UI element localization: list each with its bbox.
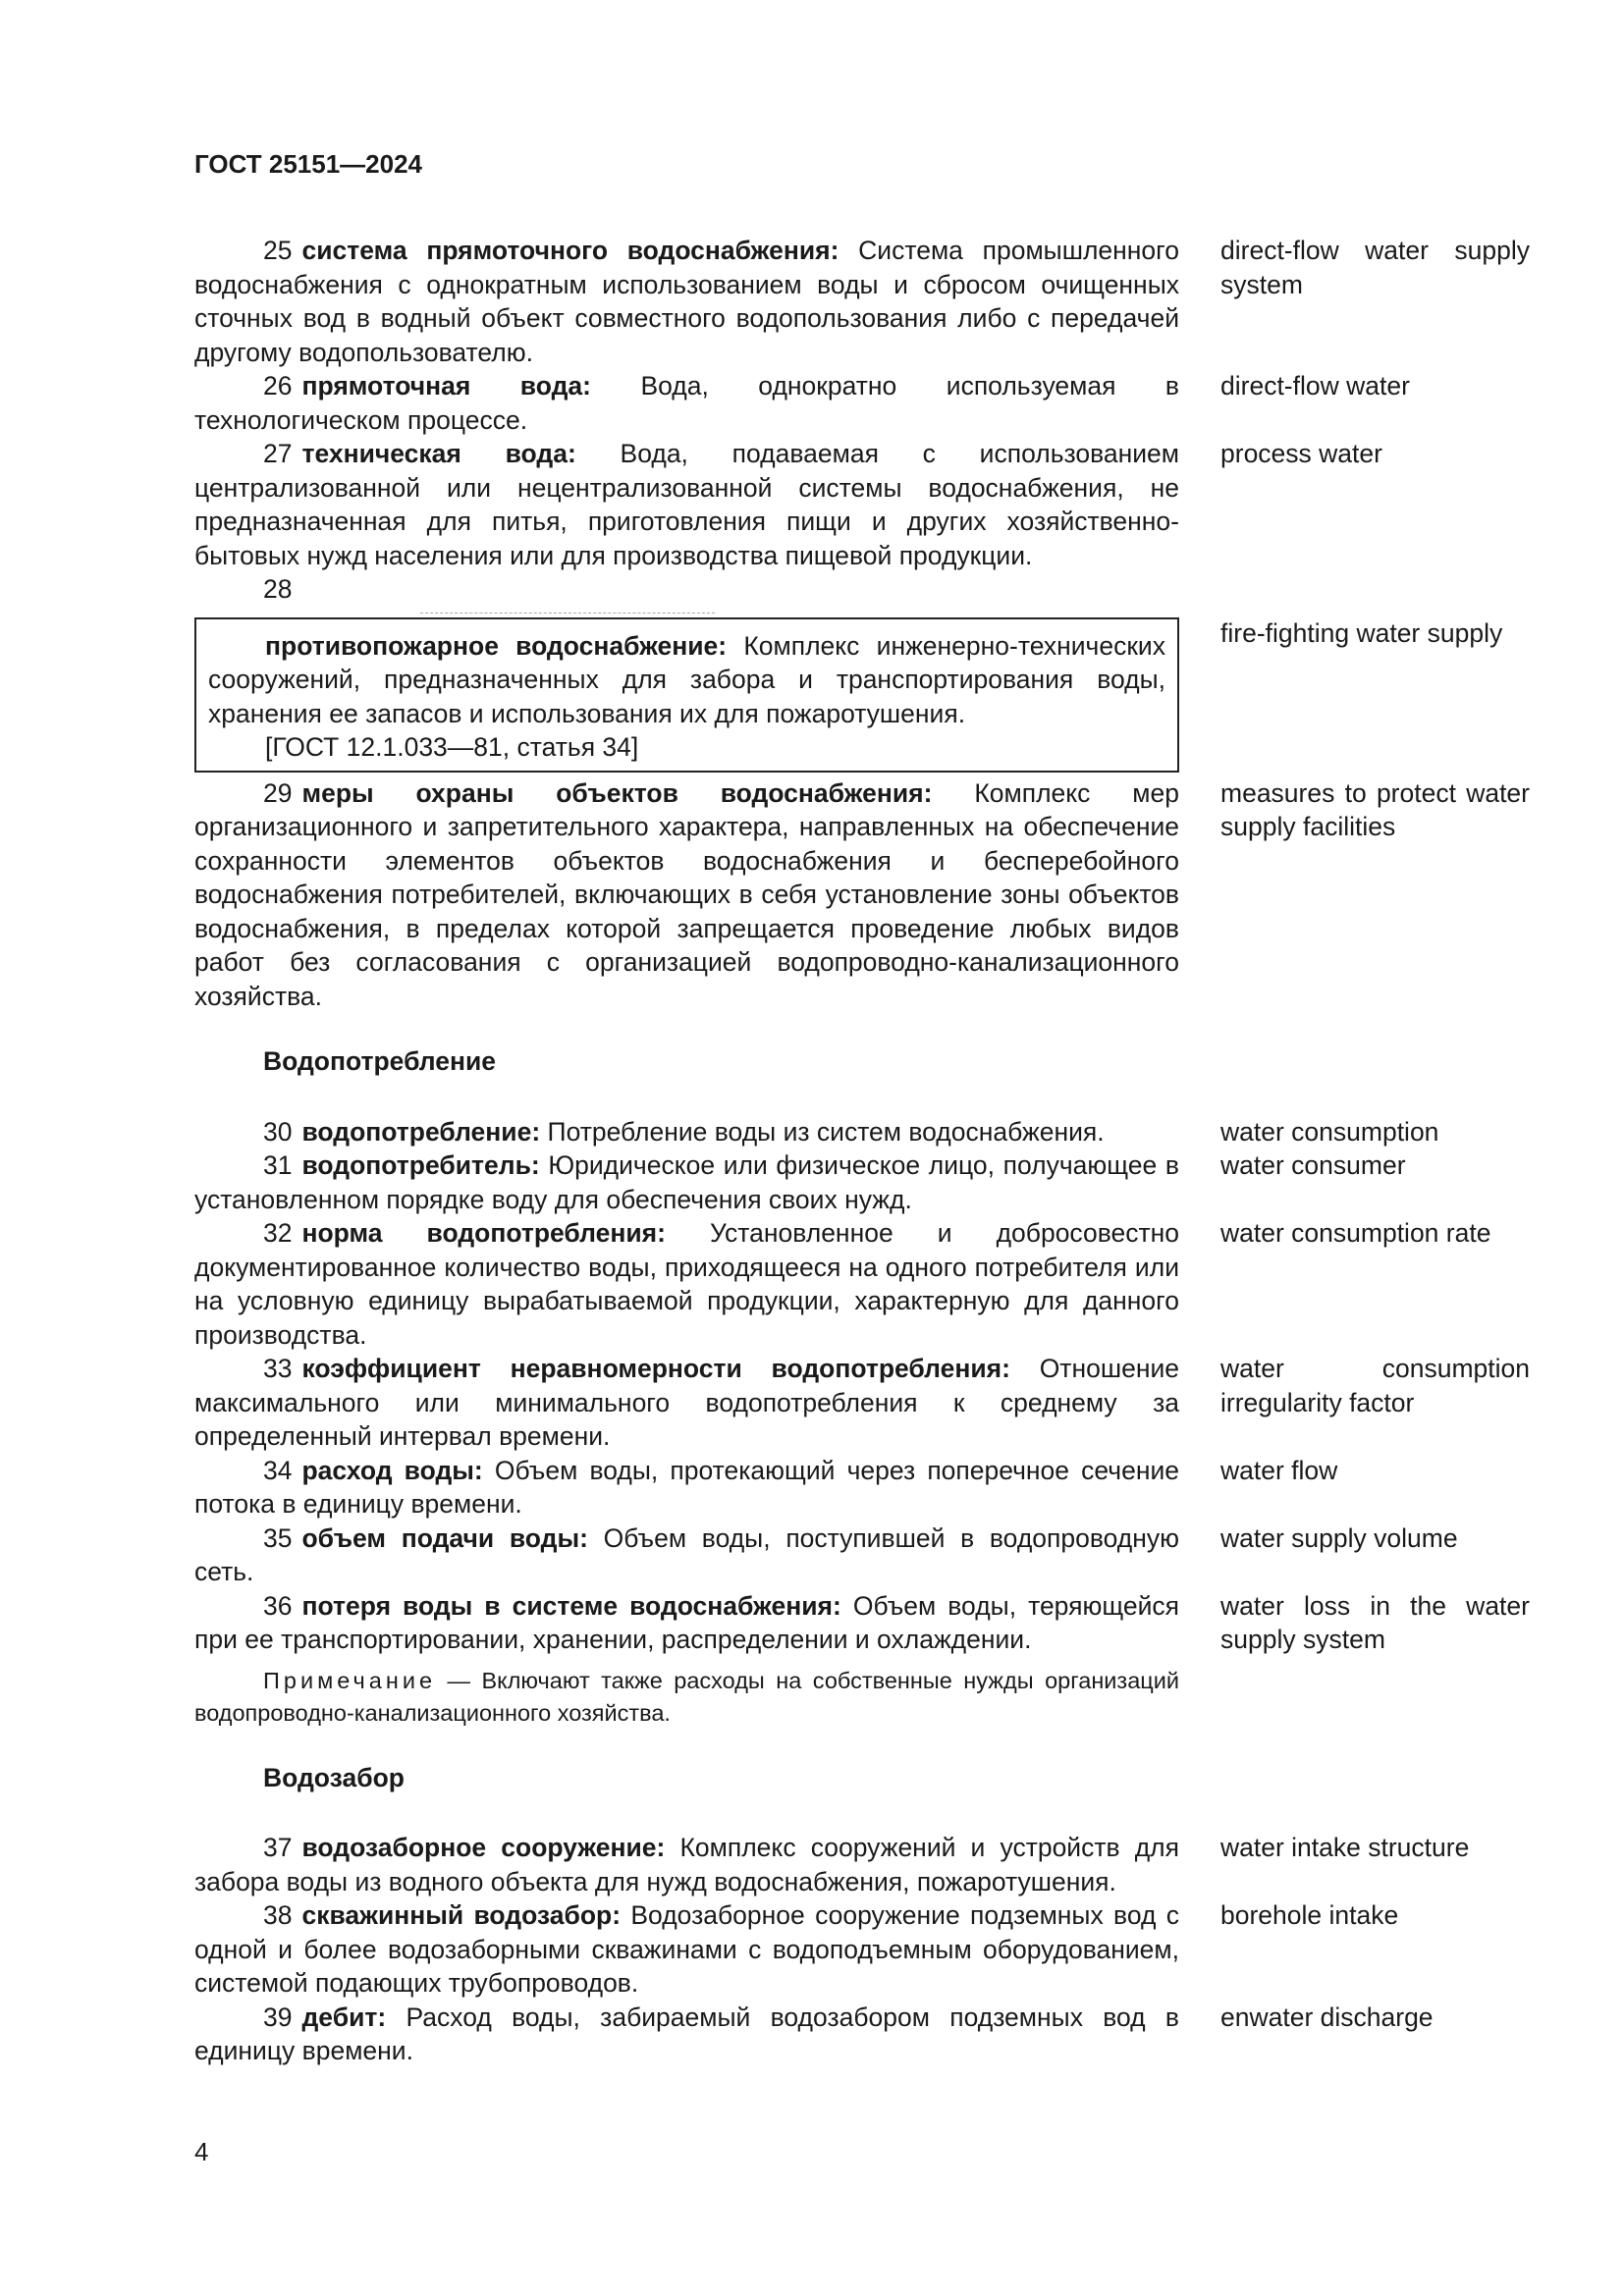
term-english: water loss in the water supply system	[1220, 1590, 1530, 1654]
term-definition: Комплекс инженерно-технических сооружений, предназначенных для забора и транспортирования воды, хранения ее запасов и использования их для пожаротушения.	[208, 630, 1165, 728]
term-entry	[194, 234, 1530, 369]
term-entry	[194, 369, 1530, 437]
term-number: 36	[263, 1590, 293, 1621]
term-title: противопожарное водоснабжение:	[265, 630, 728, 661]
term-entry	[194, 1589, 1530, 1657]
document-header: ГОСТ 25151—2024	[194, 149, 422, 179]
term-definition: Водозаборное сооружение подземных вод с одной и более водозаборными скважинами с водоподъемным оборудованием, системой подающих трубопроводов.	[194, 1900, 1179, 1998]
term-definition: Вода, подаваемая с использованием централизованной или нецентрализованной системы водоснабжения, не предназначенная для питья, приготовления пищи и других хозяйственно-бытовых нужд населения или для производства пищевой продукции.	[194, 439, 1180, 570]
term-english: borehole intake	[1220, 1900, 1399, 1930]
term-definition: Юридическое или физическое лицо, получающее в установленном порядке воду для обеспечения своих нужд.	[194, 1150, 1179, 1214]
term-title: меры охраны объектов водоснабжения:	[301, 777, 933, 808]
term-entry	[194, 1831, 1530, 1898]
term-number: 33	[263, 1354, 293, 1383]
term-title: система прямоточного водоснабжения:	[301, 236, 839, 265]
term-definition: Отношение максимального или минимального водопотребления к среднему за определенный интервал времени.	[194, 1354, 1179, 1451]
term-english: direct-flow water	[1220, 371, 1410, 400]
term-title: дебит:	[301, 2002, 387, 2032]
term-number: 38	[263, 1900, 293, 1930]
term-definition: Установленное и добросовестно документированное количество воды, приходящееся на одного потребителя или на условную единицу вырабатываемой продукции, характерную для данного производства.	[194, 1218, 1179, 1350]
terms-content	[194, 234, 1530, 2068]
term-english: fire-fighting water supply	[1220, 618, 1503, 648]
term-entry	[194, 1454, 1530, 1522]
term-english: process water	[1220, 439, 1382, 468]
page-number: 4	[194, 2137, 209, 2166]
term-title: норма водопотребления:	[301, 1218, 666, 1248]
term-number: 31	[263, 1150, 293, 1180]
term-english: measures to protect water supply facilities	[1220, 777, 1530, 841]
term-title: коэффициент неравномерности водопотребления:	[301, 1354, 1010, 1383]
term-number: 37	[263, 1833, 293, 1862]
term-english: direct-flow water supply system	[1220, 236, 1530, 299]
term-number: 26	[263, 371, 293, 400]
boxed-term-entry	[194, 572, 1530, 773]
term-definition: Комплекс мер организационного и запретительного характера, направленных на обеспечение сохранности элементов объектов водоснабжения и бесперебойного водоснабжения потребителей, включающих в себя установление зоны объектов водоснабжения, в пределах которой запрещается проведение любых видов работ без согласования с организацией водопроводно-канализационного хозяйства.	[194, 777, 1179, 1011]
note-text: — Включают также расходы на собственные нужды организаций водопроводно-канализационного хозяйства.	[194, 1667, 1179, 1726]
term-title: водопотребление:	[301, 1116, 541, 1147]
term-english: water consumption	[1220, 1116, 1439, 1147]
term-english: enwater discharge	[1220, 2002, 1434, 2032]
term-definition: Вода, однократно используемая в технологическом процессе.	[194, 371, 1179, 435]
term-english: water intake structure	[1220, 1833, 1470, 1862]
term-entry	[194, 776, 1530, 1014]
term-definition: Расход воды, забираемый водозабором подземных вод в единицу времени.	[194, 2002, 1179, 2065]
term-number: 25	[263, 236, 293, 265]
term-title: техническая вода:	[301, 439, 576, 468]
term-english: water consumption rate	[1220, 1218, 1491, 1248]
term-entry	[194, 1522, 1530, 1589]
term-title: расход воды:	[301, 1455, 483, 1485]
term-number: 30	[263, 1116, 293, 1147]
section-heading: Водопотребление	[263, 1046, 497, 1076]
term-entry	[194, 437, 1530, 572]
term-source: [ГОСТ 12.1.033—81, статья 34]	[265, 732, 639, 762]
term-title: водозаборное сооружение:	[301, 1833, 666, 1862]
term-title: объем подачи воды:	[301, 1522, 588, 1553]
term-title: потеря воды в системе водоснабжения:	[301, 1590, 841, 1621]
term-title: скважинный водозабор:	[301, 1900, 622, 1930]
term-number: 28	[263, 574, 293, 604]
term-entry	[194, 1216, 1530, 1352]
term-number: 27	[263, 439, 293, 468]
term-definition: Потребление воды из систем водоснабжения.	[540, 1116, 1105, 1147]
term-entry	[194, 1352, 1530, 1454]
term-definition: Объем воды, теряющейся при ее транспортировании, хранении, распределении и охлаждении.	[194, 1590, 1179, 1654]
term-entry	[194, 1898, 1530, 2001]
term-definition: Объем воды, поступившей в водопроводную сеть.	[194, 1522, 1180, 1586]
quoted-definition-box	[194, 617, 1179, 773]
term-definition: Система промышленного водоснабжения с однократным использованием воды и сбросом очищенных сточных вод в водный объект совместного водопользования либо с передачей другому водопользователю.	[194, 236, 1179, 367]
term-english: water supply volume	[1220, 1522, 1458, 1553]
term-definition: Объем воды, протекающий через поперечное сечение потока в единицу времени.	[194, 1455, 1179, 1519]
term-english: water consumption irregularity factor	[1220, 1354, 1530, 1417]
term-english: water flow	[1220, 1455, 1338, 1485]
term-title: прямоточная вода:	[301, 371, 591, 400]
term-english: water consumer	[1220, 1150, 1406, 1180]
term-number: 39	[263, 2002, 293, 2032]
term-number: 29	[263, 777, 293, 808]
term-number: 32	[263, 1218, 293, 1248]
section-heading: Водозабор	[263, 1762, 405, 1792]
divider	[420, 613, 715, 614]
term-definition: Комплекс сооружений и устройств для забора воды из водного объекта для нужд водоснабжения, пожаротушения.	[194, 1833, 1179, 1896]
term-number: 34	[263, 1455, 293, 1485]
term-entry	[194, 2001, 1530, 2068]
term-entry	[194, 1148, 1530, 1216]
note	[194, 1665, 1179, 1730]
note-label: Примечание	[263, 1667, 437, 1693]
term-entry	[194, 1115, 1530, 1149]
term-title: водопотребитель:	[301, 1150, 540, 1180]
term-number: 35	[263, 1522, 293, 1553]
